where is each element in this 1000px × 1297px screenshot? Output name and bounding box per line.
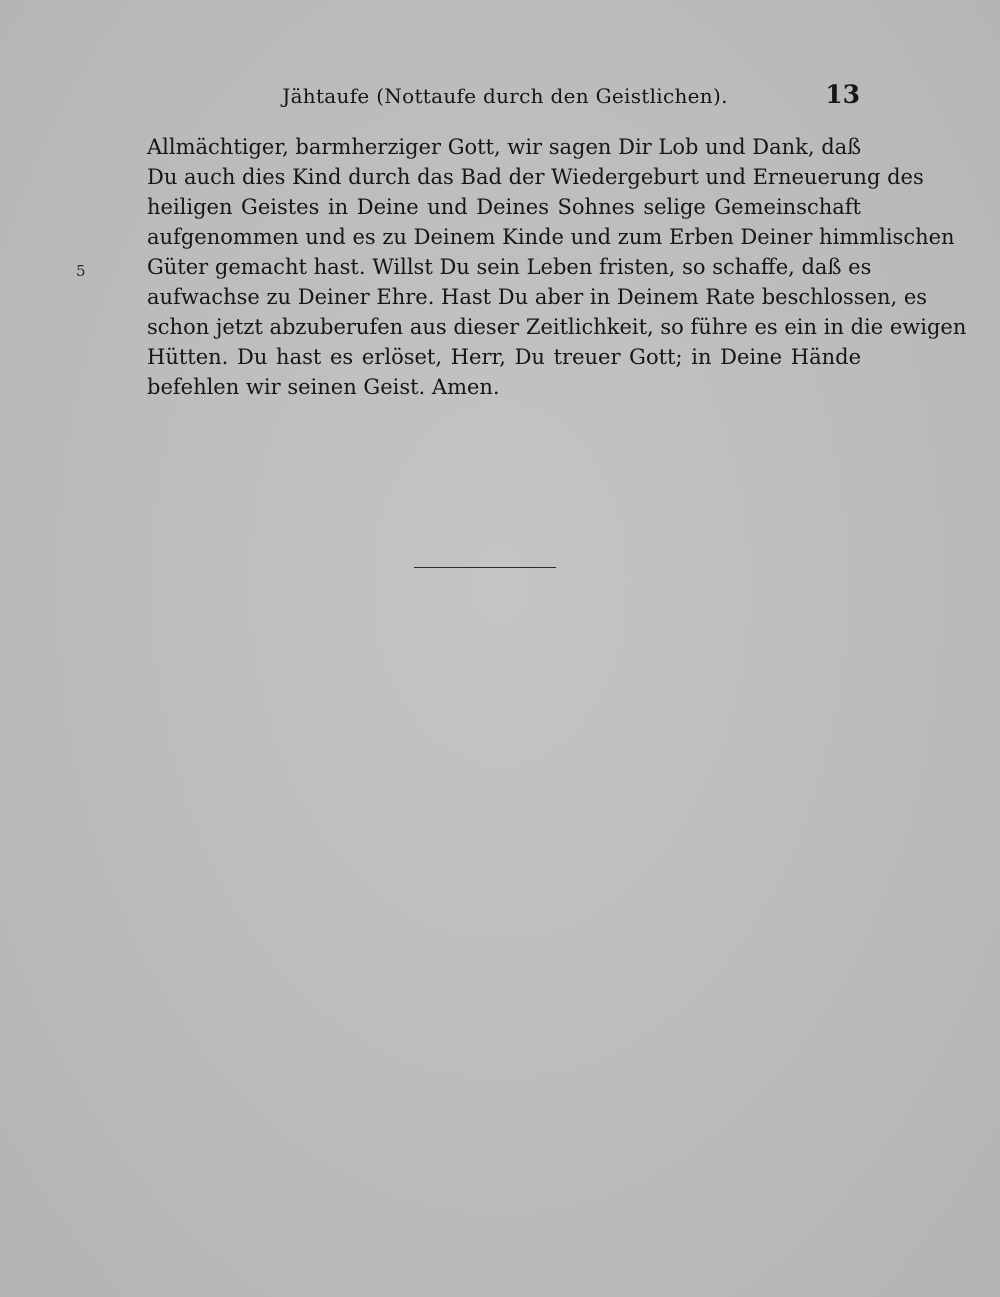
- text-line: heiligen Geistes in Deine und Deines Sohnes selige Gemeinschaft: [147, 195, 861, 219]
- page-number: 13: [825, 80, 860, 109]
- margin-line-number: 5: [76, 262, 86, 280]
- text-line: schon jetzt abzuberufen aus dieser Zeitlichkeit, so führe es ein in die ewigen: [147, 315, 967, 339]
- end-rule: [414, 567, 556, 568]
- text-line: Allmächtiger, barmherziger Gott, wir sagen Dir Lob und Dank, daß: [147, 135, 862, 159]
- running-head: [150, 80, 860, 114]
- text-line: befehlen wir seinen Geist. Amen.: [147, 375, 500, 399]
- prayer-text: [147, 132, 967, 402]
- text-line: Du auch dies Kind durch das Bad der Wiedergeburt und Erneuerung des: [147, 165, 924, 189]
- running-title: Jähtaufe (Nottaufe durch den Geistlichen).: [282, 84, 728, 108]
- text-line: aufwachse zu Deiner Ehre. Hast Du aber in Deinem Rate beschlossen, es: [147, 285, 928, 309]
- text-line: aufgenommen und es zu Deinem Kinde und zum Erben Deiner himmlischen: [147, 225, 955, 249]
- text-line: Hütten. Du hast es erlöset, Herr, Du treuer Gott; in Deine Hände: [147, 345, 861, 369]
- text-line: Güter gemacht hast. Willst Du sein Leben fristen, so schaffe, daß es: [147, 255, 872, 279]
